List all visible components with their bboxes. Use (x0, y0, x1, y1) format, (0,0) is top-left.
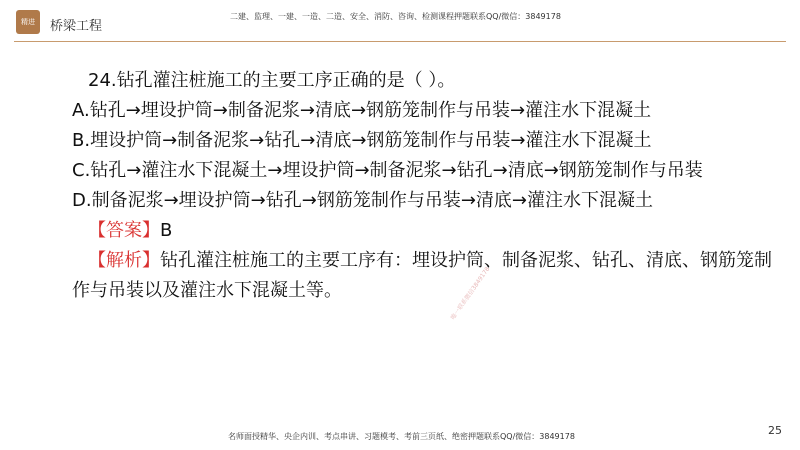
bottom-banner: 名师面授精华、央企内训、考点串讲、习题模考、考前三页纸、绝密押题联系QQ/微信：3849178 (228, 432, 575, 441)
answer-line (72, 216, 772, 246)
analysis-paragraph (72, 246, 772, 306)
option-a: A.钻孔→埋设护筒→制备泥浆→清底→钢筋笼制作与吊装→灌注水下混凝土 (72, 100, 652, 121)
watermark: 唯一联系微信3849178 (449, 265, 492, 322)
answer-tag: 【答案】 (88, 220, 160, 241)
analysis-tag: 【解析】 (88, 250, 160, 271)
page-number: 25 (768, 424, 782, 437)
question-stem: 24.钻孔灌注桩施工的主要工序正确的是（ ）。 (88, 70, 456, 91)
top-banner: 二建、监理、一建、一造、二造、安全、消防、咨询、检测课程押题联系QQ/微信：3849178 (230, 12, 561, 21)
analysis-text: 钻孔灌注桩施工的主要工序有：埋设护筒、制备泥浆、钻孔、清底、钢筋笼制作与吊装以及灌注水下混凝土等。 (72, 250, 772, 301)
option-d: D.制备泥浆→埋设护筒→钻孔→钢筋笼制作与吊装→清底→灌注水下混凝土 (72, 190, 653, 211)
option-b: B.埋设护筒→制备泥浆→钻孔→清底→钢筋笼制作与吊装→灌注水下混凝土 (72, 130, 652, 151)
header-divider (14, 41, 786, 42)
answer-value: B (160, 220, 173, 241)
section-title: 桥梁工程 (50, 19, 103, 34)
option-c: C.钻孔→灌注水下混凝土→埋设护筒→制备泥浆→钻孔→清底→钢筋笼制作与吊装 (72, 160, 703, 181)
logo: 精进 (16, 10, 40, 34)
question-block (72, 66, 772, 306)
